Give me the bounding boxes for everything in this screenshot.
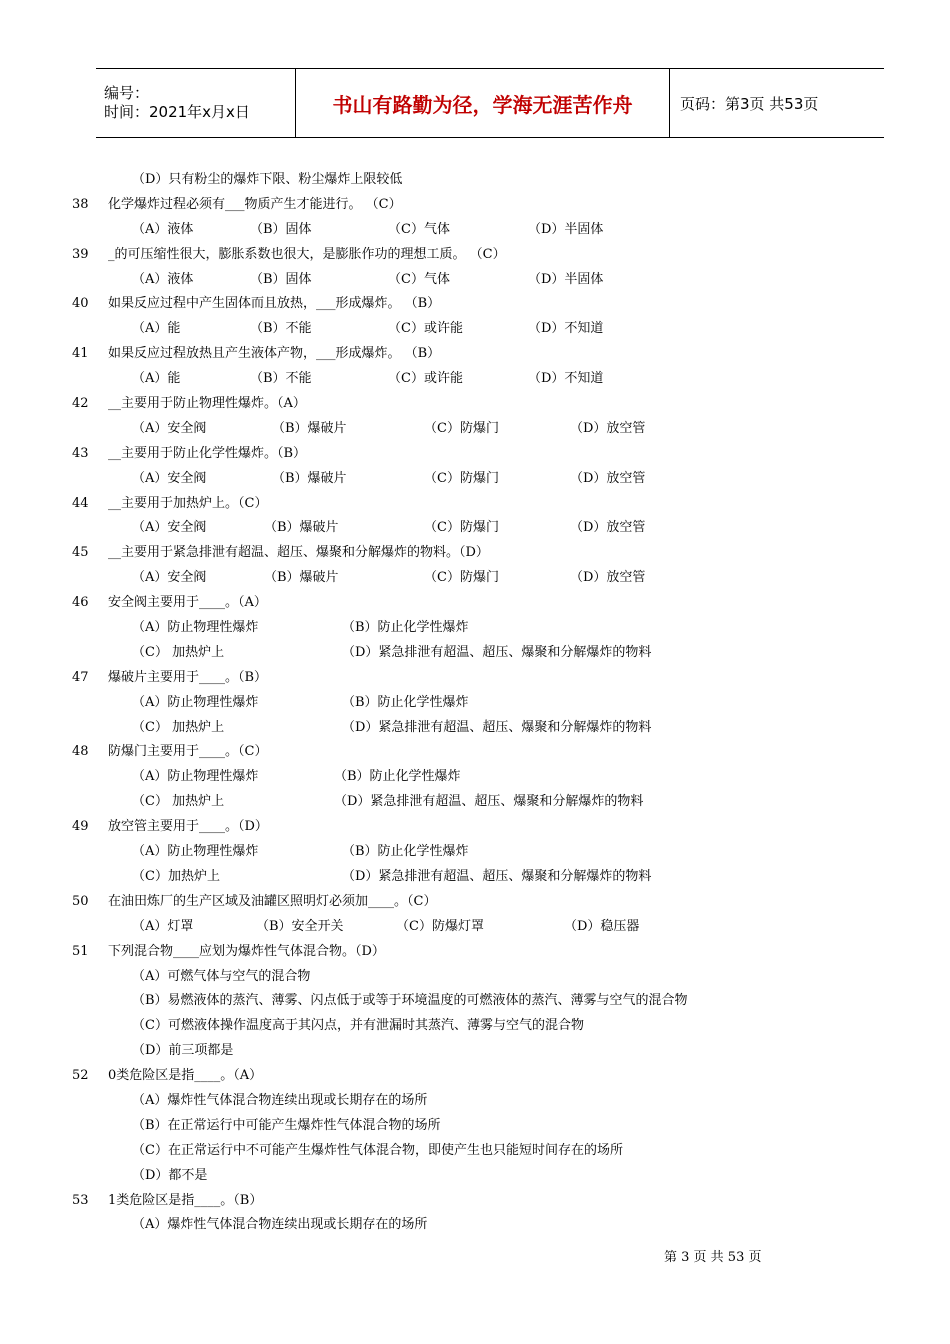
option-row bbox=[0, 268, 950, 293]
answer-option: （B）固体 bbox=[250, 221, 312, 237]
question-number: 49 bbox=[72, 819, 89, 835]
option-row bbox=[0, 989, 950, 1014]
option-row bbox=[0, 965, 950, 990]
question-row bbox=[0, 292, 950, 317]
question-row bbox=[0, 492, 950, 517]
question-text: 如果反应过程中产生固体而且放热，___形成爆炸。 （B） bbox=[108, 296, 441, 312]
header-left-cell bbox=[96, 69, 296, 137]
answer-option: （B）爆破片 bbox=[264, 570, 339, 586]
answer-option: （B）防止化学性爆炸 bbox=[342, 620, 469, 636]
answer-option: （B）防止化学性爆炸 bbox=[334, 769, 461, 785]
question-number: 42 bbox=[72, 396, 89, 412]
option-row bbox=[0, 840, 950, 865]
question-text: 0类危险区是指____。（A） bbox=[108, 1068, 263, 1084]
answer-option: （A）爆炸性气体混合物连续出现或长期存在的场所 bbox=[132, 1092, 428, 1108]
answer-option: （D）放空管 bbox=[570, 470, 646, 486]
question-text: 爆破片主要用于____。（B） bbox=[108, 669, 268, 685]
answer-option: （C）防爆门 bbox=[424, 570, 499, 586]
answer-option: （B）爆破片 bbox=[264, 520, 339, 536]
answer-option: （A）液体 bbox=[132, 221, 194, 237]
option-row bbox=[0, 168, 950, 193]
question-list bbox=[0, 168, 950, 1238]
answer-option: （D）紧急排泄有超温、超压、爆聚和分解爆炸的物料 bbox=[342, 644, 652, 660]
answer-option: （B）爆破片 bbox=[272, 420, 347, 436]
option-row bbox=[0, 716, 950, 741]
question-number: 38 bbox=[72, 196, 89, 212]
question-text: 如果反应过程放热且产生液体产物，___形成爆炸。 （B） bbox=[108, 346, 441, 362]
question-text: _的可压缩性很大，膨胀系数也很大，是膨胀作功的理想工质。 （C） bbox=[108, 246, 506, 262]
answer-option: （A）灯罩 bbox=[132, 918, 194, 934]
number-label: 编号： bbox=[104, 84, 150, 102]
question-row bbox=[0, 442, 950, 467]
answer-option: （A）液体 bbox=[132, 271, 194, 287]
motto: 书山有路勤为径，学海无涯苦作舟 bbox=[332, 92, 633, 117]
answer-option: （C）气体 bbox=[388, 221, 450, 237]
answer-option: （B）不能 bbox=[250, 321, 312, 337]
answer-option: （B）在正常运行中可能产生爆炸性气体混合物的场所 bbox=[132, 1117, 441, 1133]
question-row bbox=[0, 1064, 950, 1089]
question-text: __主要用于防止物理性爆炸。（A） bbox=[108, 396, 306, 412]
option-row bbox=[0, 691, 950, 716]
question-row bbox=[0, 591, 950, 616]
answer-option: （A）防止物理性爆炸 bbox=[132, 694, 259, 710]
answer-option: （A）安全阀 bbox=[132, 570, 207, 586]
answer-option: （C）在正常运行中不可能产生爆炸性气体混合物，即使产生也只能短时间存在的场所 bbox=[132, 1142, 623, 1158]
question-text: 安全阀主要用于____。（A） bbox=[108, 595, 267, 611]
option-row bbox=[0, 790, 950, 815]
answer-option: （C）防爆门 bbox=[424, 470, 499, 486]
header-motto-cell bbox=[296, 69, 670, 137]
page-header bbox=[96, 68, 884, 138]
answer-option: （D）放空管 bbox=[570, 420, 646, 436]
question-row bbox=[0, 815, 950, 840]
option-row bbox=[0, 1213, 950, 1238]
question-row bbox=[0, 666, 950, 691]
answer-option: （D）前三项都是 bbox=[132, 1043, 234, 1059]
answer-option: （D）半固体 bbox=[528, 271, 604, 287]
answer-option: （C）防爆门 bbox=[424, 520, 499, 536]
answer-option: （D）放空管 bbox=[570, 520, 646, 536]
answer-option: （D）紧急排泄有超温、超压、爆聚和分解爆炸的物料 bbox=[334, 794, 644, 810]
answer-option: （C）加热炉上 bbox=[132, 868, 220, 884]
answer-option: （D）半固体 bbox=[528, 221, 604, 237]
question-text: __主要用于防止化学性爆炸。（B） bbox=[108, 445, 307, 461]
question-number: 52 bbox=[72, 1068, 89, 1084]
question-number: 50 bbox=[72, 893, 89, 909]
question-row bbox=[0, 193, 950, 218]
option-row bbox=[0, 1139, 950, 1164]
option-row bbox=[0, 1014, 950, 1039]
answer-option: （A）防止物理性爆炸 bbox=[132, 620, 259, 636]
answer-option: （C）防爆门 bbox=[424, 420, 499, 436]
option-row bbox=[0, 1114, 950, 1139]
answer-option: （D）紧急排泄有超温、超压、爆聚和分解爆炸的物料 bbox=[342, 719, 652, 735]
answer-option: （A）防止物理性爆炸 bbox=[132, 844, 259, 860]
option-row bbox=[0, 1164, 950, 1189]
question-row bbox=[0, 243, 950, 268]
answer-option: （C） 加热炉上 bbox=[132, 644, 225, 660]
answer-option: （A）安全阀 bbox=[132, 470, 207, 486]
answer-option: （A）防止物理性爆炸 bbox=[132, 769, 259, 785]
option-row bbox=[0, 616, 950, 641]
question-text: __主要用于紧急排泄有超温、超压、爆聚和分解爆炸的物料。（D） bbox=[108, 545, 489, 561]
answer-option: （C） 加热炉上 bbox=[132, 794, 225, 810]
question-row bbox=[0, 392, 950, 417]
answer-option: （B）不能 bbox=[250, 371, 312, 387]
answer-option: （B）爆破片 bbox=[272, 470, 347, 486]
question-row bbox=[0, 940, 950, 965]
date-label: 时间：2021年x月x日 bbox=[104, 103, 250, 121]
option-row bbox=[0, 641, 950, 666]
option-row bbox=[0, 566, 950, 591]
option-row bbox=[0, 1089, 950, 1114]
option-row bbox=[0, 218, 950, 243]
answer-option: （D）都不是 bbox=[132, 1167, 208, 1183]
header-page-cell bbox=[670, 69, 884, 137]
answer-option: （A）爆炸性气体混合物连续出现或长期存在的场所 bbox=[132, 1217, 428, 1233]
option-row bbox=[0, 317, 950, 342]
question-row bbox=[0, 890, 950, 915]
answer-option: （B）防止化学性爆炸 bbox=[342, 694, 469, 710]
option-row bbox=[0, 865, 950, 890]
question-row bbox=[0, 1189, 950, 1214]
option-row bbox=[0, 915, 950, 940]
question-text: 下列混合物____应划为爆炸性气体混合物。（D） bbox=[108, 943, 385, 959]
question-number: 41 bbox=[72, 346, 89, 362]
answer-option: （D）稳压器 bbox=[564, 918, 640, 934]
option-row bbox=[0, 1039, 950, 1064]
answer-option: （D）放空管 bbox=[570, 570, 646, 586]
answer-option: （C）或许能 bbox=[388, 321, 463, 337]
option-row bbox=[0, 467, 950, 492]
answer-option: （D）不知道 bbox=[528, 321, 604, 337]
question-row bbox=[0, 342, 950, 367]
question-number: 44 bbox=[72, 495, 89, 511]
question-number: 39 bbox=[72, 246, 89, 262]
question-number: 45 bbox=[72, 545, 89, 561]
question-number: 40 bbox=[72, 296, 89, 312]
answer-option: （D）紧急排泄有超温、超压、爆聚和分解爆炸的物料 bbox=[342, 868, 652, 884]
option-row bbox=[0, 765, 950, 790]
question-number: 51 bbox=[72, 943, 89, 959]
answer-option: （B）安全开关 bbox=[256, 918, 344, 934]
question-text: 放空管主要用于____。（D） bbox=[108, 819, 268, 835]
answer-option: （C）气体 bbox=[388, 271, 450, 287]
answer-option: （C）或许能 bbox=[388, 371, 463, 387]
answer-option: （D）不知道 bbox=[528, 371, 604, 387]
answer-option: （C）防爆灯罩 bbox=[396, 918, 484, 934]
question-text: 在油田炼厂的生产区域及油罐区照明灯必须加____。（C） bbox=[108, 893, 437, 909]
answer-option: （A）能 bbox=[132, 371, 181, 387]
answer-option: （C）可燃液体操作温度高于其闪点，并有泄漏时其蒸汽、薄雾与空气的混合物 bbox=[132, 1018, 584, 1034]
question-number: 53 bbox=[72, 1192, 89, 1208]
option-row bbox=[0, 417, 950, 442]
question-text: 1类危险区是指____。（B） bbox=[108, 1192, 263, 1208]
answer-option: （B）防止化学性爆炸 bbox=[342, 844, 469, 860]
option-row bbox=[0, 367, 950, 392]
answer-option: （B）固体 bbox=[250, 271, 312, 287]
question-number: 48 bbox=[72, 744, 89, 760]
question-text: 化学爆炸过程必须有___物质产生才能进行。 （C） bbox=[108, 196, 402, 212]
option-row bbox=[0, 516, 950, 541]
answer-option: （D）只有粉尘的爆炸下限、粉尘爆炸上限较低 bbox=[132, 172, 403, 187]
question-text: __主要用于加热炉上。（C） bbox=[108, 495, 268, 511]
question-text: 防爆门主要用于____。（C） bbox=[108, 744, 268, 760]
answer-option: （C） 加热炉上 bbox=[132, 719, 225, 735]
answer-option: （A）可燃气体与空气的混合物 bbox=[132, 968, 311, 984]
question-number: 46 bbox=[72, 595, 89, 611]
question-row bbox=[0, 740, 950, 765]
page-footer: 第 3 页 共 53 页 bbox=[664, 1250, 762, 1265]
answer-option: （B）易燃液体的蒸汽、薄雾、闪点低于或等于环境温度的可燃液体的蒸汽、薄雾与空气的混合物 bbox=[132, 993, 688, 1009]
answer-option: （A）安全阀 bbox=[132, 420, 207, 436]
question-number: 43 bbox=[72, 445, 89, 461]
answer-option: （A）能 bbox=[132, 321, 181, 337]
question-row bbox=[0, 541, 950, 566]
answer-option: （A）安全阀 bbox=[132, 520, 207, 536]
question-number: 47 bbox=[72, 669, 89, 685]
header-page-label: 页码：第3页 共53页 bbox=[680, 94, 819, 113]
